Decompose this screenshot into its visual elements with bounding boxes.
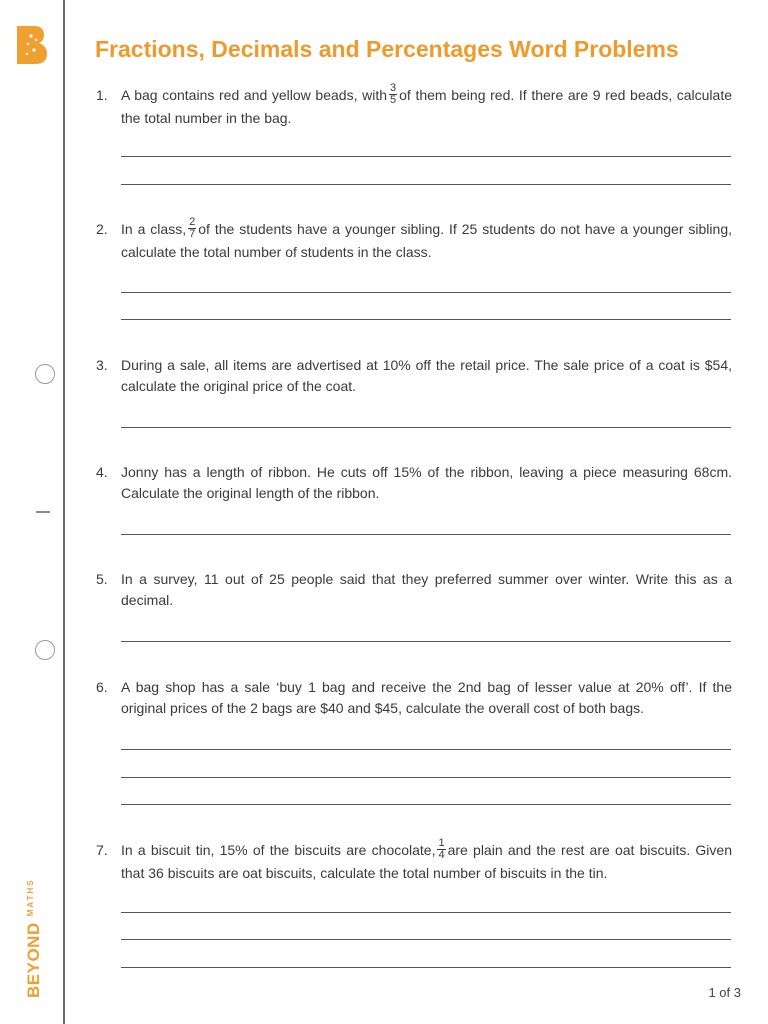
answer-line <box>121 939 731 940</box>
brand-name: BEYOND <box>24 922 43 998</box>
fraction-numerator: 1 <box>438 837 445 849</box>
question-6 <box>96 677 732 719</box>
fold-mark <box>36 511 50 513</box>
question-text: In a survey, 11 out of 25 people said that they preferred summer over winter. Write this as a decimal. <box>121 571 732 608</box>
margin-line <box>63 0 65 1024</box>
question-4 <box>96 462 732 504</box>
question-text: Jonny has a length of ribbon. He cuts off 15% of the ribbon, leaving a piece measuring 68cm. Calculate the original length of the ribbon. <box>121 464 732 501</box>
question-text <box>121 82 732 129</box>
answer-line <box>121 967 731 968</box>
question-number: 5. <box>96 571 108 587</box>
punch-hole <box>35 640 55 660</box>
question-5 <box>96 569 732 611</box>
question-number: 3. <box>96 357 108 373</box>
answer-line <box>121 184 731 185</box>
question-text-part: are plain and the rest are oat biscuits. Given that 36 biscuits are oat biscuits, calculate the total number of biscuits in the tin. <box>121 842 732 881</box>
answer-line <box>121 319 731 320</box>
page-number: 1 of 3 <box>708 985 741 1000</box>
question-7 <box>96 837 732 884</box>
question-3 <box>96 355 732 397</box>
answer-line <box>121 641 731 642</box>
answer-line <box>121 427 731 428</box>
page-title: Fractions, Decimals and Percentages Word Problems <box>95 36 679 62</box>
question-number: 6. <box>96 679 108 695</box>
question-2 <box>96 216 732 263</box>
beyond-logo-icon <box>14 24 50 66</box>
answer-line <box>121 156 731 157</box>
answer-line <box>121 534 731 535</box>
answer-line <box>121 804 731 805</box>
question-number: 1. <box>96 87 108 103</box>
fraction-numerator: 2 <box>189 216 196 228</box>
question-text <box>121 837 732 884</box>
answer-line <box>121 292 731 293</box>
question-1 <box>96 82 732 129</box>
fraction <box>389 83 397 106</box>
question-number: 2. <box>96 221 108 237</box>
answer-line <box>121 749 731 750</box>
question-text-part: A bag contains red and yellow beads, with <box>121 87 388 104</box>
question-text <box>121 216 732 263</box>
fraction-denominator: 7 <box>189 228 196 240</box>
question-text-part: In a biscuit tin, 15% of the biscuits are chocolate, <box>121 842 436 859</box>
question-text: During a sale, all items are advertised at 10% off the retail price. The sale price of a coat is $54, calculate the original price of the coat. <box>121 357 732 394</box>
punch-hole <box>35 364 55 384</box>
answer-line <box>121 912 731 913</box>
question-text: A bag shop has a sale ‘buy 1 bag and receive the 2nd bag of lesser value at 20% off’. If the original prices of the 2 bags are $40 and $45, calculate the overall cost of both bags. <box>121 679 732 716</box>
fraction-numerator: 3 <box>390 82 397 94</box>
answer-line <box>121 777 731 778</box>
question-number: 7. <box>96 842 108 858</box>
question-text-part: of the students have a younger sibling. If 25 students do not have a younger sibling, calculate the total number of students in the class. <box>121 221 732 260</box>
question-text-part: In a class, <box>121 221 187 238</box>
question-number: 4. <box>96 464 108 480</box>
fraction-denominator: 4 <box>438 849 445 861</box>
fraction <box>188 217 196 240</box>
brand-sub: MATHS <box>26 878 35 917</box>
question-text-part: of them being red. If there are 9 red beads, calculate the total number in the bag. <box>121 87 732 126</box>
fraction-denominator: 5 <box>390 94 397 106</box>
brand-vertical <box>24 878 44 998</box>
fraction <box>437 838 445 861</box>
